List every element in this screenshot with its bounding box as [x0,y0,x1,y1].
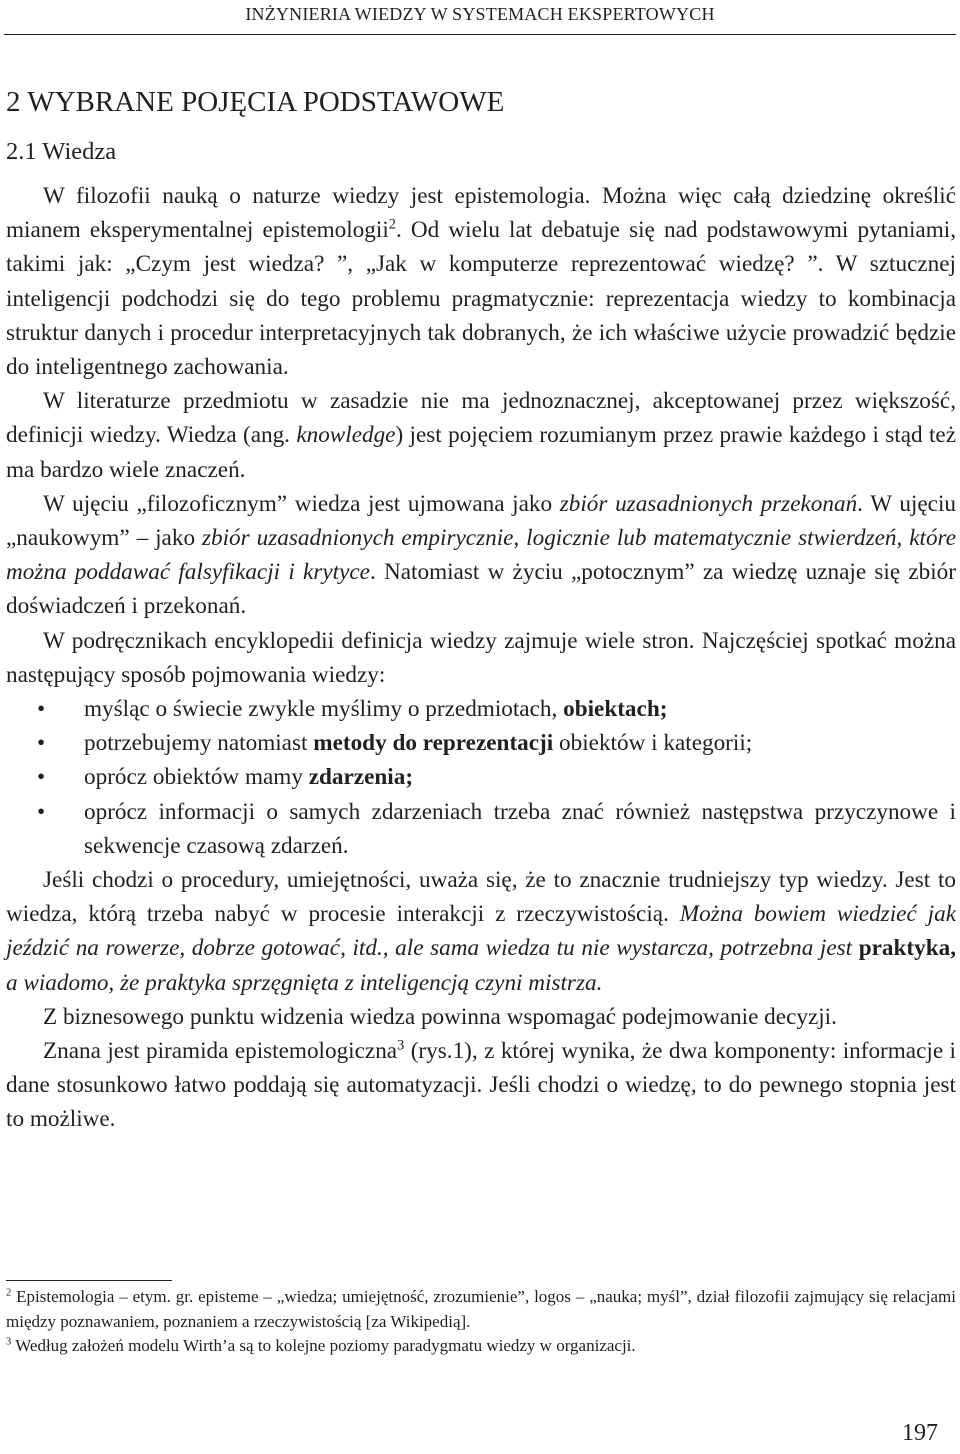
body-text [6,179,956,1137]
list-item: • oprócz obiektów mamy zdarzenia; [6,760,956,794]
page-number: 197 [902,1420,938,1446]
footnote-ref-2: 2 [388,216,396,233]
section-heading: 2.1 Wiedza [6,138,117,165]
bullet-icon: • [37,764,46,791]
paragraph-5: Jeśli chodzi o procedury, umiejętności, uważa się, że to znacznie trudniejszy typ wiedzy. Jest to wiedza, którą trzeba nabyć w procesie interakcji z rzeczywistością. Można bowiem wiedzieć jak jeździć na rowerze, dobrze gotować, itd., ale sama wiedza tu nie wystarcza, potrzebna jest praktyka, a wiadomo, że praktyka sprzęgnięta z inteligencją czyni mistrza. [6,867,956,996]
footnote-3: $^3$ Według założeń modelu Wirth’a są to kolejne poziomy paradygmatu wiedzy w organizacji. [6,1336,636,1355]
footnotes [6,1280,956,1359]
paragraph-2: W literaturze przedmiotu w zasadzie nie ma jednoznacznej, akceptowanej przez większość, definicji wiedzy. Wiedza (ang. knowledge) jest pojęciem rozumianym przez prawie każdego i stąd też ma bardzo wiele znaczeń. [6,388,956,483]
list-item: • myśląc o świecie zwykle myślimy o przedmiotach, obiektach; [6,692,956,726]
paragraph-7: Znana jest piramida epistemologiczna$^3$ (rys.1), z której wynika, że dwa komponenty: informacje i dane stosunkowo łatwo poddają się automatyzacji. Jeśli chodzi o wiedzę, to do pewnego stopnia jest to możliwe. [6,1037,956,1133]
bullet-icon: • [37,730,46,757]
footnote-2: $^2$ Epistemologia – etym. gr. episteme – „wiedza; umiejętność, zrozumienie”, logos – „nauka; myśl”, dział filozofii zajmujący się relacjami między poznawaniem, poznaniem a rzeczywistością [za Wikipedią]. [6,1287,956,1331]
header-divider [4,34,956,35]
bullet-icon: • [37,798,46,825]
paragraph-4: W podręcznikach encyklopedii definicja wiedzy zajmuje wiele stron. Najczęściej spotkać można następujący sposób pojmowania wiedzy: [6,627,956,688]
list-item: • potrzebujemy natomiast metody do reprezentacji obiektów i kategorii; [6,726,956,760]
list-item: • oprócz informacji o samych zdarzeniach trzeba znać również następstwa przyczynowe i sekwencje czasową zdarzeń. [6,795,956,863]
footnote-ref-3: 3 [397,1037,405,1054]
paragraph-6: Z biznesowego punktu widzenia wiedza powinna wspomagać podejmowanie decyzji. [43,1003,837,1030]
bullet-icon: • [37,696,46,723]
chapter-heading: 2 WYBRANE POJĘCIA PODSTAWOWE [6,86,505,118]
paragraph-1: W filozofii nauką o naturze wiedzy jest epistemologia. Można więc całą dziedzinę określić mianem eksperymentalnej epistemologii$^2$. Od wielu lat debatuje się nad podstawowymi pytaniami, takimi jak: „Czym jest wiedza? ”, „Jak w komputerze reprezentować wiedzę? ”. W sztucznej inteligencji podchodzi się do tego problemu pragmatycznie: reprezentacja wiedzy to kombinacja struktur danych i procedur interpretacyjnych tak dobranych, że ich właściwe użycie prowadzić będzie do inteligentnego zachowania. [6,183,956,381]
page-content [6,82,956,1137]
running-header: INŻYNIERIA WIEDZY W SYSTEMACH EKSPERTOWYCH [245,4,715,24]
bullet-list [6,692,956,863]
paragraph-3: W ujęciu „filozoficznym” wiedza jest ujmowana jako zbiór uzasadnionych przekonań. W ujęciu „naukowym” – jako zbiór uzasadnionych empirycznie, logicznie lub matematycznie stwierdzeń, które można poddawać falsyfikacji i krytyce. Natomiast w życiu „potocznym” za wiedzę uznaje się zbiór doświadczeń i przekonań. [6,490,957,620]
footnote-divider [6,1280,172,1281]
